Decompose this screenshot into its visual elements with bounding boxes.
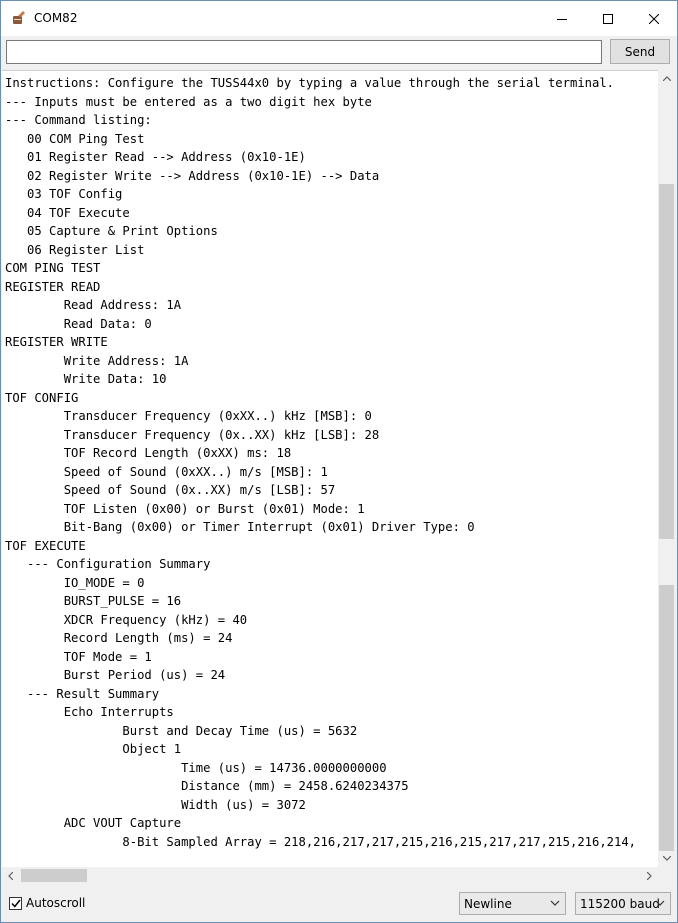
output-line: ADC VOUT Capture [5, 816, 182, 830]
output-line: 8-Bit Sampled Array = 218,216,217,217,215,216,215,217,217,215,216,214, [5, 834, 637, 849]
output-line: Write Data: 10 [5, 372, 167, 386]
window-title: COM82 [34, 11, 78, 25]
output-line: COM PING TEST [5, 261, 101, 275]
maximize-icon [603, 14, 613, 24]
output-line: Distance (mm) = 2458.6240234375 [5, 779, 409, 793]
output-line: Object 1 [5, 742, 182, 756]
output-line: Speed of Sound (0x..XX) m/s [LSB]: 57 [5, 483, 336, 497]
horizontal-scrollbar[interactable] [2, 867, 658, 884]
output-line: Record Length (ms) = 24 [5, 631, 233, 645]
output-line: Instructions: Configure the TUSS44x0 by typing a value through the serial terminal. [5, 76, 615, 90]
chevron-down-icon [663, 856, 671, 861]
baud-rate-value: 115200 baud [580, 896, 660, 911]
autoscroll-toggle[interactable] [9, 896, 85, 910]
output-line: --- Command listing: [5, 113, 152, 127]
output-line: 03 TOF Config [5, 187, 123, 201]
send-button[interactable]: Send [610, 39, 670, 64]
output-line: Write Address: 1A [5, 353, 189, 368]
scrollbar-corner [658, 867, 675, 884]
output-line: Width (us) = 3072 [5, 797, 306, 812]
chevron-up-icon [663, 76, 671, 81]
arduino-serial-icon [11, 10, 27, 26]
output-line: XDCR Frequency (kHz) = 40 [5, 612, 248, 627]
baud-rate-select[interactable] [575, 892, 671, 915]
output-line: 06 Register List [5, 242, 145, 257]
output-line: TOF CONFIG [5, 390, 79, 405]
chevron-down-icon [550, 898, 560, 908]
scroll-left-button[interactable] [2, 867, 19, 884]
output-line: IO_MODE = 0 [5, 575, 145, 590]
output-line: Burst and Decay Time (us) = 5632 [5, 723, 358, 738]
output-line: Read Address: 1A [5, 298, 182, 312]
output-line: --- Configuration Summary [5, 557, 211, 571]
output-line: 05 Capture & Print Options [5, 224, 218, 238]
output-line: 04 TOF Execute [5, 205, 130, 220]
command-input[interactable] [6, 40, 602, 64]
scroll-up-button[interactable] [658, 70, 675, 87]
chevron-left-icon [8, 872, 13, 880]
output-line: Speed of Sound (0xXX..) m/s [MSB]: 1 [5, 464, 328, 479]
output-line: TOF Mode = 1 [5, 649, 152, 664]
output-line: TOF EXECUTE [5, 538, 86, 553]
output-line: Echo Interrupts [5, 705, 174, 719]
output-line: Bit-Bang (0x00) or Timer Interrupt (0x01) Driver Type: 0 [5, 520, 475, 534]
output-line: Time (us) = 14736.0000000000 [5, 760, 387, 775]
serial-output[interactable] [2, 70, 658, 868]
chevron-right-icon [647, 872, 652, 880]
output-line: Read Data: 0 [5, 316, 152, 331]
output-line: Burst Period (us) = 24 [5, 668, 226, 682]
output-line: Transducer Frequency (0xXX..) kHz [MSB]: 0 [5, 409, 372, 423]
line-ending-select[interactable] [459, 892, 566, 915]
output-line: --- Result Summary [5, 686, 160, 701]
vertical-scrollbar[interactable] [658, 70, 675, 867]
autoscroll-label: Autoscroll [26, 896, 86, 910]
scroll-right-button[interactable] [641, 867, 658, 884]
output-line: REGISTER READ [5, 279, 101, 294]
output-line: TOF Listen (0x00) or Burst (0x01) Mode: 1 [5, 501, 365, 516]
chevron-down-icon [655, 898, 665, 908]
maximize-button[interactable] [585, 1, 631, 36]
output-line: Transducer Frequency (0x..XX) kHz [LSB]: 28 [5, 427, 380, 442]
vertical-scroll-thumb[interactable] [659, 184, 674, 539]
minimize-icon [557, 14, 567, 24]
autoscroll-checkbox[interactable] [9, 897, 22, 910]
minimize-button[interactable] [539, 1, 585, 36]
output-line: TOF Record Length (0xXX) ms: 18 [5, 446, 292, 460]
vertical-scroll-thumb-lower[interactable] [659, 585, 674, 851]
status-bar [1, 884, 677, 922]
command-bar [1, 36, 677, 70]
output-line: 01 Register Read --> Address (0x10-1E) [5, 150, 306, 164]
output-line: REGISTER WRITE [5, 335, 108, 349]
output-line: 02 Register Write --> Address (0x10-1E) --> Data [5, 168, 380, 183]
line-ending-value: Newline [464, 896, 512, 911]
scroll-down-button[interactable] [658, 850, 675, 867]
close-icon [649, 14, 659, 24]
output-text [5, 74, 636, 851]
output-line: BURST_PULSE = 16 [5, 594, 182, 608]
output-line: --- Inputs must be entered as a two digit hex byte [5, 94, 372, 109]
close-button[interactable] [631, 1, 677, 36]
horizontal-scroll-thumb[interactable] [21, 869, 87, 882]
checkmark-icon [11, 899, 21, 908]
output-line: 00 COM Ping Test [5, 131, 145, 146]
title-bar [1, 1, 677, 36]
